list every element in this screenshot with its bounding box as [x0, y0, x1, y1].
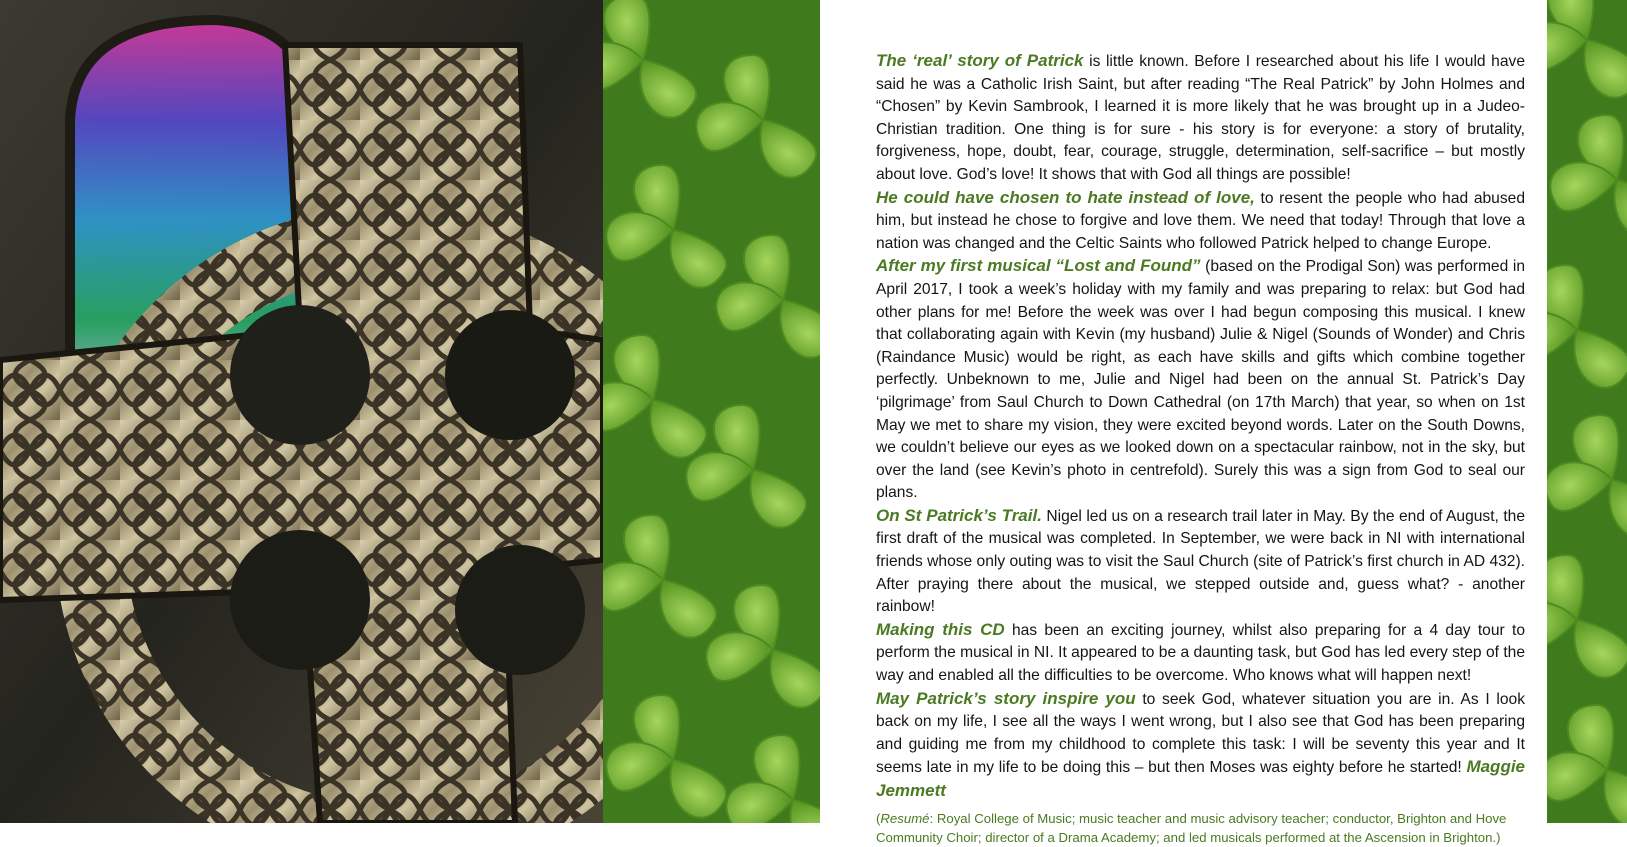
- resume-text: : Royal College of Music; music teacher and music advisory teacher; conductor, Brighton and Hove Community Choir; director of a Drama Academy; and led musicals performed at the Ascension in Brighton.): [876, 810, 1507, 845]
- celtic-cross-photo: [0, 0, 603, 823]
- paragraph-first-musical: [876, 255, 1525, 505]
- author-resume: [876, 809, 1525, 847]
- paragraph-lead: Making this CD: [876, 619, 1005, 639]
- author-signature: Maggie Jemmett: [876, 757, 1525, 800]
- paragraph-text: has been an exciting journey, whilst also preparing for a 4 day tour to perform the musical in NI. It appeared to be a daunting task, but God has led every step of the way and enabled all the difficulties to be overcome. Who knows what will happen next!: [876, 621, 1525, 685]
- paragraph-text: Nigel led us on a research trail later in May. By the end of August, the first draft of the musical was completed. In September, we were back in NI with international friends whose only outing was to visit the Saul Church (site of Patrick’s first church in AD 432). After praying there about the musical, we stepped outside and, guess what? - another rainbow!: [876, 507, 1525, 616]
- paragraph-making-cd: [876, 619, 1525, 688]
- paragraph-lead: After my first musical “Lost and Found”: [876, 256, 1201, 276]
- paragraph-real-story: [876, 50, 1525, 187]
- paragraph-text: to resent the people who had abused him, but instead he chose to forgive and love them. We need that today! Through that love a nation was changed and the Celtic Saints who followed Patrick helped to change Europe.: [876, 189, 1525, 252]
- resume-open: (: [876, 810, 881, 826]
- paragraph-hate-or-love: [876, 187, 1525, 256]
- clover-photo-left: [603, 0, 820, 823]
- paragraph-lead: He could have chosen to hate instead of love,: [876, 187, 1255, 207]
- paragraph-lead: On St Patrick’s Trail.: [876, 505, 1042, 525]
- text-page: [820, 0, 1547, 845]
- paragraph-lead: May Patrick’s story inspire you: [876, 688, 1136, 708]
- paragraph-patricks-trail: [876, 505, 1525, 619]
- paragraph-text: (based on the Prodigal Son) was performed in April 2017, I took a week’s holiday with my family and was preparing to relax: but God had other plans for me! Before the week was over I had begun composing this musical. I knew that collaborating again with Kevin (my husband) Julie & Nigel (Sounds of Wonder) and Chris (Raindance Music) would be right, as each have skills and gifts which combine together perfectly. Unbeknown to me, Julie and Nigel had been on the annual St. Patrick’s Day ‘pilgrimage’ from Saul Church to Down Cathedral (on 17th March) that year, so when on 1st May we met to share my vision, they were excited beyond words. Later on the South Downs, we couldn’t believe our eyes as we looked down on a spectacular rainbow, not in the sky, but over the land (see Kevin’s photo in centrefold). Surely this was a sign from God to seal our plans.: [876, 258, 1525, 502]
- clover-photo-right: [1547, 0, 1627, 823]
- body-text: [876, 50, 1525, 847]
- paragraph-text: to seek God, whatever situation you are in. As I look back on my life, I see all the ways I went wrong, but I also see that God has been preparing and guiding me from my childhood to complete this task: I will be seventy this year and It seems late in my life to be doing this – but then Moses was eighty before he started!: [876, 690, 1526, 777]
- paragraph-lead: The ‘real’ story of Patrick: [876, 51, 1084, 70]
- resume-label: Resumé: [880, 810, 930, 826]
- paragraph-inspire: [876, 688, 1525, 804]
- paragraph-text: is little known. Before I researched about his life I would have said he was a Catholic Irish Saint, but after reading “The Real Patrick” by John Holmes and “Chosen” by Kevin Sambrook, I learned it is more likely that he was brought up in a Judeo-Christian tradition. One thing is for sure - his story is for everyone: a story of brutality, forgiveness, hope, doubt, fear, courage, struggle, determination, self-sacrifice – but mostly about love. God’s love! It shows that with God all things are possible!: [876, 53, 1525, 183]
